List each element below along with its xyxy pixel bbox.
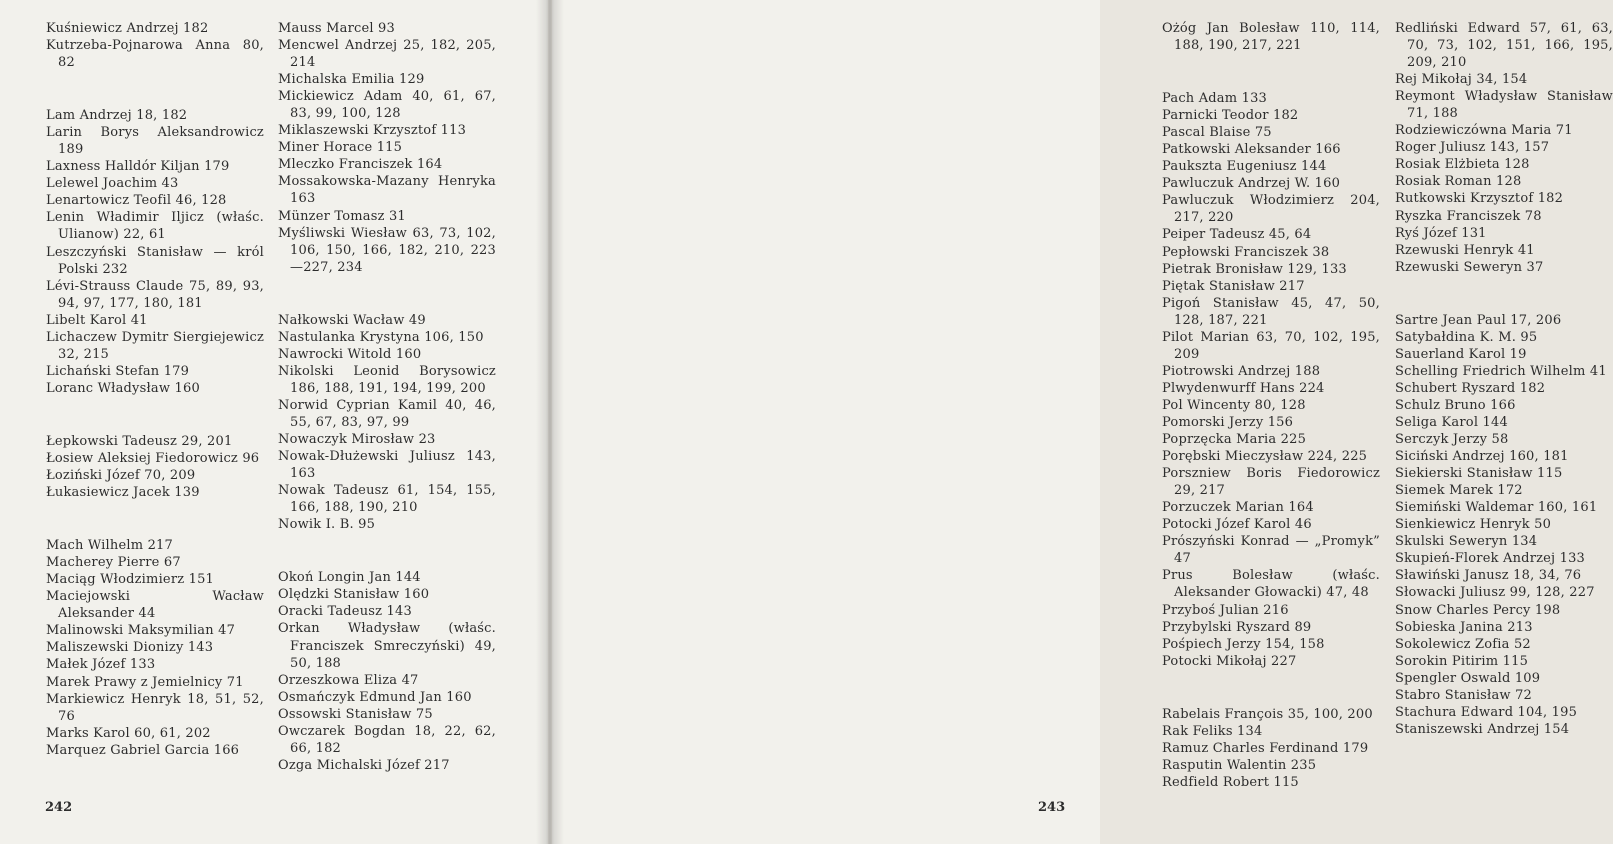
index-entry: Mossakowska-Mazany Henryka 163 — [278, 174, 496, 207]
index-entry: Miklaszewski Krzysztof 113 — [278, 123, 467, 139]
index-entry: Pol Wincenty 80, 128 — [1162, 397, 1306, 413]
section-gap — [1162, 54, 1380, 90]
index-entry: Maliszewski Dionizy 143 — [46, 640, 214, 656]
index-entry: Mach Wilhelm 217 — [46, 538, 173, 554]
index-entry: Ramuz Charles Ferdinand 179 — [1162, 740, 1369, 756]
index-entry: Ozga Michalski Józef 217 — [278, 757, 450, 773]
section-gap — [1395, 276, 1613, 312]
index-entry: Skulski Seweryn 134 — [1395, 534, 1538, 550]
index-entry: Maciejowski Wacław Aleksander 44 — [46, 589, 264, 622]
index-entry: Rzewuski Seweryn 37 — [1395, 259, 1544, 275]
index-entry: Pigoń Stanisław 45, 47, 50, 128, 187, 221 — [1162, 295, 1380, 328]
index-entry: Oracki Tadeusz 143 — [278, 604, 412, 620]
index-column-2 — [278, 20, 496, 774]
index-entry: Sartre Jean Paul 17, 206 — [1395, 312, 1562, 328]
index-entry: Kutrzeba-Pojnarowa Anna 80, 82 — [46, 38, 264, 71]
index-entry: Olędzki Stanisław 160 — [278, 587, 430, 603]
index-entry: Reymont Władysław Stanisław 71, 188 — [1395, 89, 1613, 122]
index-entry: Stachura Edward 104, 195 — [1395, 704, 1578, 720]
index-entry: Michalska Emilia 129 — [278, 72, 425, 88]
index-entry: Łepkowski Tadeusz 29, 201 — [46, 433, 233, 449]
index-entry: Lam Andrzej 18, 182 — [46, 108, 188, 124]
index-entry: Laxness Halldór Kiljan 179 — [46, 159, 230, 175]
book-gutter — [536, 0, 564, 844]
index-entry: Rzewuski Henryk 41 — [1395, 242, 1535, 258]
index-entry: Patkowski Aleksander 166 — [1162, 142, 1341, 158]
index-entry: Porębski Mieczysław 224, 225 — [1162, 449, 1368, 465]
index-entry: Siekierski Stanisław 115 — [1395, 466, 1563, 482]
index-entry: Lichański Stefan 179 — [46, 363, 190, 379]
index-entry: Pomorski Jerzy 156 — [1162, 414, 1294, 430]
index-entry: Mauss Marcel 93 — [278, 21, 395, 36]
index-entry: Pach Adam 133 — [1162, 91, 1268, 107]
section-gap — [46, 501, 264, 537]
index-entry: Siciński Andrzej 160, 181 — [1395, 449, 1569, 465]
page-number-left: 242 — [45, 800, 73, 815]
index-entry: Mickiewicz Adam 40, 61, 67, 83, 99, 100, 128 — [278, 89, 496, 122]
index-entry: Marek Prawy z Jemielnicy 71 — [46, 674, 244, 690]
index-entry: Rodziewiczówna Maria 71 — [1395, 123, 1573, 139]
index-entry: Mencwel Andrzej 25, 182, 205, 214 — [278, 38, 496, 71]
index-entry: Serczyk Jerzy 58 — [1395, 432, 1509, 448]
index-entry: Pietrak Bronisław 129, 133 — [1162, 261, 1347, 277]
index-entry: Lévi-Strauss Claude 75, 89, 93, 94, 97, 177, 180, 181 — [46, 278, 264, 311]
index-entry: Paukszta Eugeniusz 144 — [1162, 159, 1327, 175]
section-gap — [46, 71, 264, 107]
index-entry: Łoziński Józef 70, 209 — [46, 468, 196, 484]
index-entry: Rak Feliks 134 — [1162, 723, 1263, 739]
index-entry: Ryś Józef 131 — [1395, 225, 1487, 241]
index-entry: Ossowski Stanisław 75 — [278, 706, 433, 722]
index-entry: Leszczyński Stanisław — król Polski 232 — [46, 244, 264, 277]
index-entry: Plwydenwurff Hans 224 — [1162, 380, 1325, 396]
index-column-3 — [1162, 20, 1380, 791]
index-entry: Lenin Władimir Iljicz (właśc. Ulianow) 22, 61 — [46, 210, 264, 243]
index-entry: Orzeszkowa Eliza 47 — [278, 672, 419, 688]
index-entry: Snow Charles Percy 198 — [1395, 602, 1561, 618]
index-entry: Nałkowski Wacław 49 — [278, 312, 426, 328]
index-entry: Marquez Gabriel Garcia 166 — [46, 742, 240, 758]
index-entry: Schelling Friedrich Wilhelm 41 — [1395, 363, 1607, 379]
index-entry: Seliga Karol 144 — [1395, 414, 1508, 430]
index-entry: Prus Bolesław (właśc. Aleksander Głowacki) 47, 48 — [1162, 568, 1380, 601]
index-entry: Łosiew Aleksiej Fiedorowicz 96 — [46, 450, 260, 466]
page-number-right: 243 — [1038, 800, 1066, 815]
index-entry: Potocki Józef Karol 46 — [1162, 517, 1312, 533]
index-entry: Redliński Edward 57, 61, 63, 70, 73, 102, 151, 166, 195, 209, 210 — [1395, 21, 1613, 71]
index-entry: Nikolski Leonid Borysowicz 186, 188, 191, 194, 199, 200 — [278, 363, 496, 396]
index-entry: Parnicki Teodor 182 — [1162, 108, 1299, 124]
index-entry: Larin Borys Aleksandrowicz 189 — [46, 125, 264, 158]
index-entry: Münzer Tomasz 31 — [278, 208, 406, 224]
index-entry: Loranc Władysław 160 — [46, 380, 200, 396]
index-entry: Lichaczew Dymitr Siergiejewicz 32, 215 — [46, 329, 264, 362]
index-entry: Roger Juliusz 143, 157 — [1395, 140, 1550, 156]
index-entry: Satybałdina K. M. 95 — [1395, 329, 1538, 345]
index-entry: Schulz Bruno 166 — [1395, 397, 1516, 413]
index-entry: Mleczko Franciszek 164 — [278, 157, 443, 173]
right-page — [552, 0, 1613, 844]
index-entry: Słowacki Juliusz 99, 128, 227 — [1395, 585, 1595, 601]
index-entry: Pepłowski Franciszek 38 — [1162, 244, 1330, 260]
index-entry: Sauerland Karol 19 — [1395, 346, 1527, 362]
index-entry: Lenartowicz Teofil 46, 128 — [46, 193, 227, 209]
index-entry: Nawrocki Witold 160 — [278, 346, 422, 362]
index-entry: Rosiak Elżbieta 128 — [1395, 157, 1530, 173]
index-entry: Lelewel Joachim 43 — [46, 176, 179, 192]
index-entry: Potocki Mikołaj 227 — [1162, 653, 1297, 669]
section-gap — [278, 533, 496, 569]
index-entry: Sobieska Janina 213 — [1395, 619, 1533, 635]
index-entry: Miner Horace 115 — [278, 140, 403, 156]
index-entry: Nowak-Dłużewski Juliusz 143, 163 — [278, 449, 496, 482]
section-gap — [1162, 670, 1380, 706]
index-entry: Nowik I. B. 95 — [278, 517, 376, 533]
index-entry: Norwid Cyprian Kamil 40, 46, 55, 67, 83, 97, 99 — [278, 397, 496, 430]
index-entry: Siemiński Waldemar 160, 161 — [1395, 500, 1598, 516]
index-entry: Porszniew Boris Fiedorowicz 29, 217 — [1162, 466, 1380, 499]
index-entry: Nastulanka Krystyna 106, 150 — [278, 329, 484, 345]
index-entry: Nowak Tadeusz 61, 154, 155, 166, 188, 190, 210 — [278, 483, 496, 516]
index-entry: Rutkowski Krzysztof 182 — [1395, 191, 1564, 207]
index-entry: Rosiak Roman 128 — [1395, 174, 1522, 190]
index-entry: Nowaczyk Mirosław 23 — [278, 432, 436, 448]
index-entry: Rabelais François 35, 100, 200 — [1162, 706, 1373, 722]
index-entry: Malinowski Maksymilian 47 — [46, 623, 236, 639]
index-entry: Pawluczuk Włodzimierz 204, 217, 220 — [1162, 193, 1380, 226]
index-entry: Myśliwski Wiesław 63, 73, 102, 106, 150, 166, 182, 210, 223—227, 234 — [278, 225, 496, 275]
index-entry: Maciąg Włodzimierz 151 — [46, 572, 215, 588]
index-entry: Redfield Robert 115 — [1162, 774, 1299, 790]
index-entry: Sienkiewicz Henryk 50 — [1395, 517, 1552, 533]
index-column-1 — [46, 20, 264, 759]
index-entry: Poprzęcka Maria 225 — [1162, 432, 1307, 448]
index-entry: Stabro Stanisław 72 — [1395, 687, 1533, 703]
index-entry: Ryszka Franciszek 78 — [1395, 208, 1542, 224]
index-entry: Marks Karol 60, 61, 202 — [46, 725, 211, 741]
index-entry: Kuśniewicz Andrzej 182 — [46, 21, 209, 36]
index-entry: Peiper Tadeusz 45, 64 — [1162, 227, 1312, 243]
index-entry: Prószyński Konrad — „Promyk” 47 — [1162, 534, 1380, 567]
index-entry: Przyboś Julian 216 — [1162, 602, 1289, 618]
index-entry: Siemek Marek 172 — [1395, 483, 1523, 499]
index-entry: Schubert Ryszard 182 — [1395, 380, 1546, 396]
index-entry: Małek Józef 133 — [46, 657, 156, 673]
index-entry: Sokolewicz Zofia 52 — [1395, 636, 1531, 652]
index-entry: Osmańczyk Edmund Jan 160 — [278, 689, 472, 705]
index-column-4 — [1395, 20, 1613, 738]
index-entry: Macherey Pierre 67 — [46, 555, 181, 571]
index-entry: Piotrowski Andrzej 188 — [1162, 363, 1321, 379]
index-entry: Ożóg Jan Bolesław 110, 114, 188, 190, 217, 221 — [1162, 21, 1380, 54]
index-entry: Sorokin Pitirim 115 — [1395, 653, 1529, 669]
index-entry: Sławiński Janusz 18, 34, 76 — [1395, 568, 1582, 584]
section-gap — [278, 276, 496, 312]
left-page — [0, 0, 548, 844]
index-entry: Pascal Blaise 75 — [1162, 125, 1272, 141]
index-entry: Staniszewski Andrzej 154 — [1395, 721, 1570, 737]
index-entry: Pośpiech Jerzy 154, 158 — [1162, 636, 1325, 652]
index-entry: Pawluczuk Andrzej W. 160 — [1162, 176, 1341, 192]
index-entry: Przybylski Ryszard 89 — [1162, 619, 1312, 635]
index-entry: Rej Mikołaj 34, 154 — [1395, 72, 1528, 88]
index-entry: Skupień-Florek Andrzej 133 — [1395, 551, 1586, 567]
index-entry: Markiewicz Henryk 18, 51, 52, 76 — [46, 691, 264, 724]
index-entry: Pilot Marian 63, 70, 102, 195, 209 — [1162, 329, 1380, 362]
index-entry: Okoń Longin Jan 144 — [278, 570, 421, 586]
index-entry: Porzuczek Marian 164 — [1162, 500, 1314, 516]
index-entry: Spengler Oswald 109 — [1395, 670, 1541, 686]
index-entry: Owczarek Bogdan 18, 22, 62, 66, 182 — [278, 723, 496, 756]
index-entry: Libelt Karol 41 — [46, 312, 148, 328]
index-entry: Rasputin Walentin 235 — [1162, 757, 1317, 773]
index-entry: Łukasiewicz Jacek 139 — [46, 485, 200, 501]
section-gap — [46, 397, 264, 433]
index-entry: Piętak Stanisław 217 — [1162, 278, 1305, 294]
index-entry: Orkan Władysław (właśc. Franciszek Smreczyński) 49, 50, 188 — [278, 621, 496, 671]
